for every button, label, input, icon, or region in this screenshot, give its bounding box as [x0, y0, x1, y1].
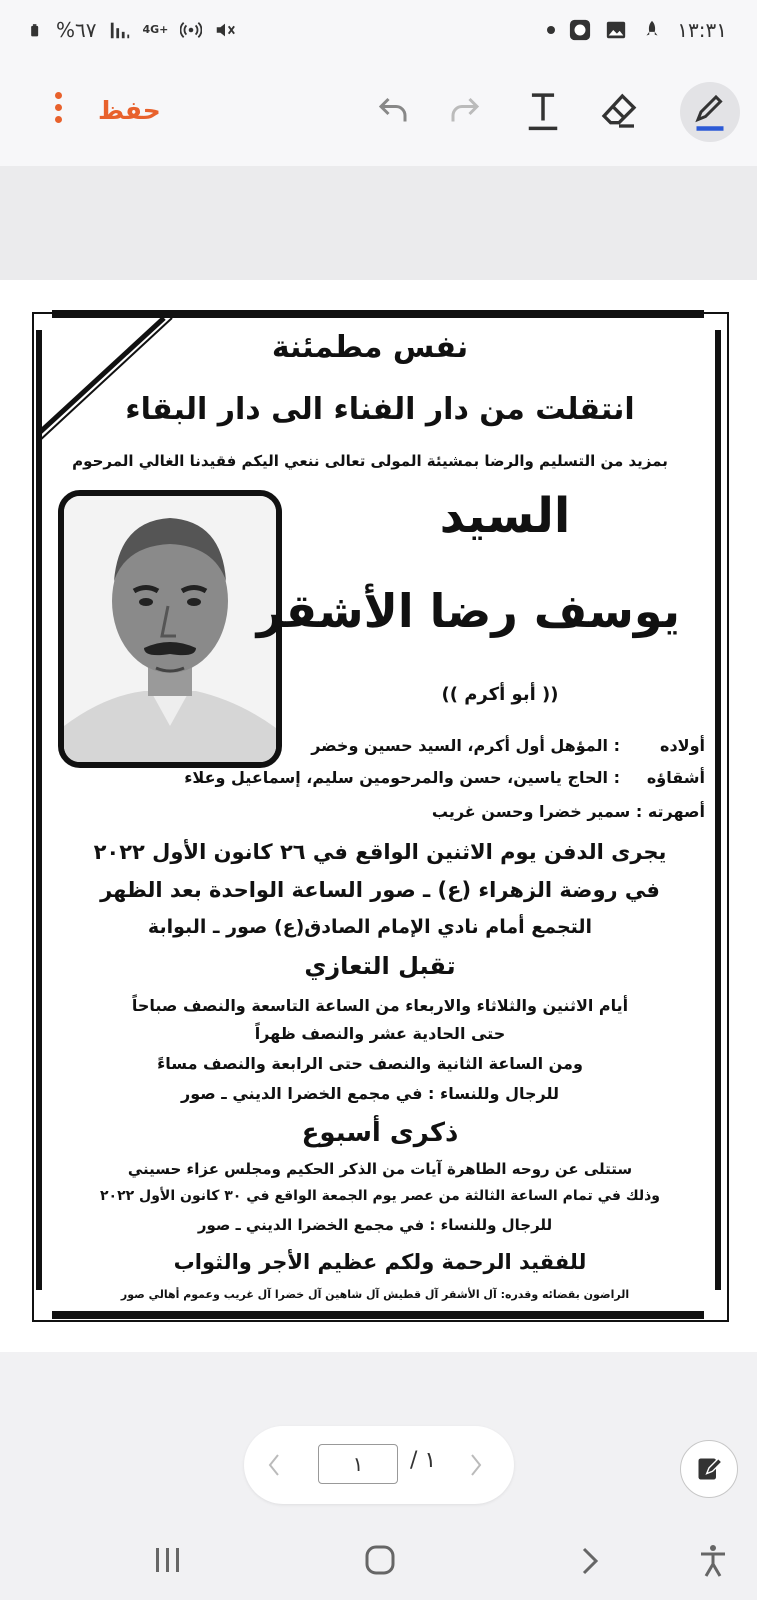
week-memorial-heading: ذكرى أسبوع: [301, 1118, 459, 1148]
border-thick-left: [36, 330, 42, 1290]
dot-icon: [547, 26, 555, 34]
document-top-margin: [0, 166, 757, 280]
heading-transition: انتقلت من دار الفناء الى دار البقاء: [125, 392, 635, 427]
in-laws-line: أصهرته : سمير خضرا وحسن غريب: [431, 802, 705, 821]
families-line: الراضون بقضائه وقدره: آل الأشقر آل قطيش آل شاهين آل خضرا آل غريب وعموم أهالي صور: [120, 1288, 630, 1301]
app-icon: [569, 19, 591, 41]
condolences-line-1: أيام الاثنين والثلاثاء والاربعاء من الساعة التاسعة والنصف صباحاً: [131, 996, 629, 1015]
home-icon[interactable]: [364, 1544, 396, 1576]
page-number-input[interactable]: ١: [318, 1444, 398, 1484]
undo-button[interactable]: [368, 86, 418, 136]
condolences-heading: تقبل التعازي: [304, 952, 456, 980]
edit-document-icon: [695, 1455, 723, 1483]
battery-percent: %٦٧: [56, 18, 97, 42]
deceased-nickname: (( أبو أكرم )): [441, 684, 559, 705]
chevron-right-icon[interactable]: [468, 1452, 484, 1478]
rocket-icon: [641, 19, 663, 41]
redo-button[interactable]: [440, 86, 490, 136]
chevron-left-icon[interactable]: [266, 1452, 282, 1478]
text-tool-button[interactable]: [518, 86, 568, 136]
save-button[interactable]: حفظ: [98, 96, 161, 125]
burial-line-2: في روضة الزهراء (ع) ـ صور الساعة الواحدة بعد الظهر: [100, 878, 660, 902]
clock: ١٣:٣١: [677, 18, 727, 42]
pdf-editor-toolbar: [0, 62, 757, 166]
text-icon: [524, 90, 562, 132]
recent-apps-icon[interactable]: [152, 1546, 184, 1574]
burial-line-3: التجمع أمام نادي الإمام الصادق(ع) صور ـ البوابة: [147, 916, 593, 938]
pen-tool-button[interactable]: [680, 82, 740, 142]
week-line-3: للرجال وللنساء : في مجمع الخضرا الديني ـ صور: [197, 1216, 553, 1234]
status-bar: [0, 0, 757, 62]
accessibility-icon[interactable]: [698, 1544, 728, 1578]
page-navigator: [244, 1426, 514, 1504]
more-options-icon[interactable]: [50, 92, 66, 132]
back-icon[interactable]: [580, 1546, 600, 1576]
deceased-name: يوسف رضا الأشقر: [256, 584, 680, 638]
eraser-tool-button[interactable]: [594, 86, 644, 136]
title-sayyed: السيد: [439, 488, 571, 544]
week-line-1: ستتلى عن روحه الطاهرة آيات من الذكر الحكيم ومجلس عزاء حسيني: [127, 1160, 633, 1178]
undo-icon: [375, 93, 411, 129]
signal-icon: [109, 19, 131, 41]
sons-value: : المؤهل أول أكرم، السيد حسين وخضر: [311, 736, 620, 755]
brothers-value: : الحاج ياسين، حسن والمرحومين سليم، إسماعيل وعلاء: [184, 768, 620, 787]
condolences-line-3: ومن الساعة الثانية والنصف حتى الرابعة والنصف مساءً: [157, 1054, 583, 1073]
portrait-image: [64, 496, 276, 762]
pen-icon: [692, 92, 728, 132]
border-thick-right: [715, 330, 721, 1290]
page-total: / ١: [410, 1448, 437, 1473]
burial-line-1: يجرى الدفن يوم الاثنين الواقع في ٢٦ كانون الأول ٢٠٢٢: [93, 840, 667, 864]
network-4g-icon: 4G+: [142, 23, 169, 36]
mute-icon: [214, 19, 236, 41]
battery-icon: [30, 18, 44, 42]
gallery-icon: [605, 19, 627, 41]
edit-document-button[interactable]: [680, 1440, 738, 1498]
redo-icon: [447, 93, 483, 129]
brothers-label: أشقاؤه: [646, 768, 705, 787]
heading-peaceful-soul: نفس مطمئنة: [271, 330, 469, 365]
condolences-line-4: للرجال وللنساء : في مجمع الخضرا الديني ـ صور: [181, 1084, 559, 1103]
hotspot-icon: [180, 19, 202, 41]
eraser-icon: [599, 91, 639, 131]
intro-line: بمزيد من التسليم والرضا بمشيئة المولى تعالى ننعي اليكم فقيدنا الغالي المرحوم: [72, 452, 668, 470]
status-bar-right: [547, 18, 727, 42]
closing-line: للفقيد الرحمة ولكم عظيم الأجر والثواب: [173, 1250, 587, 1274]
sons-label: أولاده: [660, 736, 705, 755]
android-nav-bar: [0, 1510, 757, 1600]
deceased-photo: [58, 490, 282, 768]
week-line-2: وذلك في تمام الساعة الثالثة من عصر يوم الجمعة الواقع في ٣٠ كانون الأول ٢٠٢٢: [100, 1188, 660, 1204]
border-thick-bottom: [52, 1311, 704, 1319]
status-bar-left: [30, 18, 236, 42]
condolences-line-2: حتى الحادية عشر والنصف ظهراً: [254, 1024, 506, 1043]
